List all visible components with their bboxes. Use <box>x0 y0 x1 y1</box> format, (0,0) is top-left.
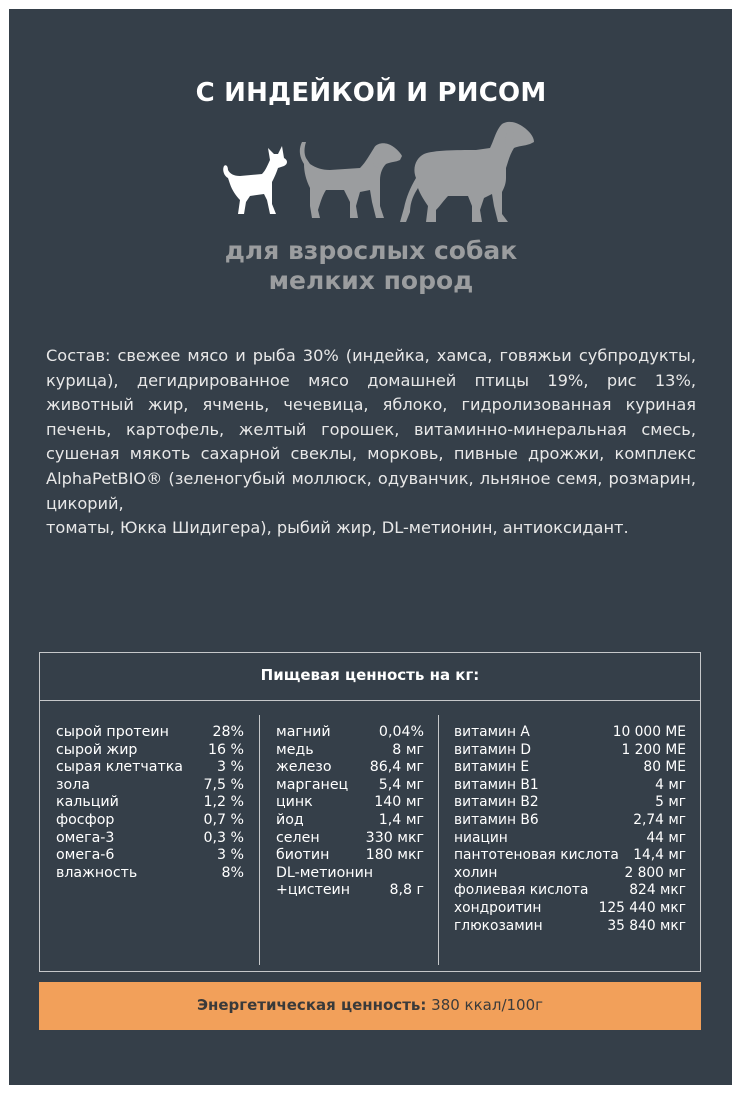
nutrient-name: магний <box>276 724 331 740</box>
table-row <box>454 865 686 883</box>
nutrient-name: витамин В6 <box>454 811 539 828</box>
table-row <box>276 794 424 812</box>
nutrient-value: 86,4 мг <box>369 759 424 776</box>
table-row <box>276 865 424 883</box>
nutrient-name: глюкозамин <box>454 917 543 934</box>
table-row <box>56 847 244 865</box>
nutrient-name: медь <box>276 741 314 758</box>
nutrient-name: влажность <box>56 864 138 881</box>
table-row <box>56 830 244 848</box>
table-row <box>276 742 424 760</box>
nutrition-table <box>39 652 701 972</box>
nutrient-value: 35 840 мкг <box>607 917 686 934</box>
column-divider <box>438 715 439 965</box>
nutrient-value: 44 мг <box>646 829 686 846</box>
nutrient-name: селен <box>276 829 320 846</box>
nutrient-name: DL-метионин <box>276 864 374 881</box>
nutrient-value: 28% <box>212 724 244 740</box>
nutrient-name: сырой жир <box>56 741 138 758</box>
table-row <box>454 724 686 742</box>
nutrient-value: 10 000 МЕ <box>612 724 686 740</box>
product-subtitle <box>0 236 742 296</box>
nutrient-value: 0,3 % <box>203 829 244 846</box>
table-row <box>276 759 424 777</box>
dog-size-illustration <box>210 118 540 230</box>
nutrition-header <box>40 653 700 701</box>
nutrient-name: фосфор <box>56 811 115 828</box>
table-row <box>454 882 686 900</box>
table-row <box>454 794 686 812</box>
nutrient-value: 125 440 мкг <box>598 899 686 916</box>
table-row <box>454 900 686 918</box>
table-row <box>276 882 424 900</box>
table-row <box>454 812 686 830</box>
nutrient-value: 824 мкг <box>629 882 686 899</box>
table-row <box>56 794 244 812</box>
nutrient-value: 2 800 мг <box>624 864 686 881</box>
nutrient-value: 3 % <box>216 759 244 776</box>
nutrition-column-minerals <box>276 724 424 900</box>
nutrient-value: 5 мг <box>655 794 686 811</box>
nutrition-column-macros <box>56 724 244 882</box>
nutrient-value: 8 мг <box>392 741 424 758</box>
nutrient-value: 2,74 мг <box>633 811 686 828</box>
nutrient-value: 330 мкг <box>365 829 424 846</box>
nutrient-value: 8,8 г <box>389 882 424 899</box>
table-row <box>276 830 424 848</box>
nutrient-value: 1,2 % <box>203 794 244 811</box>
column-divider <box>259 715 260 965</box>
table-row <box>56 759 244 777</box>
nutrient-name: марганец <box>276 776 349 793</box>
nutrient-name: сырая клетчатка <box>56 759 183 776</box>
nutrient-value: 14,4 мг <box>633 847 686 864</box>
table-row <box>454 759 686 777</box>
nutrient-name: ниацин <box>454 829 508 846</box>
composition-text <box>46 344 696 541</box>
subtitle-line-1: для взрослых собак <box>224 236 518 265</box>
nutrient-name: хондроитин <box>454 899 542 916</box>
nutrient-name: холин <box>454 864 498 881</box>
nutrient-name: фолиевая кислота <box>454 882 589 899</box>
nutrient-value: 5,4 мг <box>378 776 424 793</box>
energy-text <box>39 996 701 1014</box>
nutrient-name: омега-3 <box>56 829 115 846</box>
nutrient-name: йод <box>276 811 304 828</box>
nutrient-name: витамин В1 <box>454 776 539 793</box>
table-row <box>56 742 244 760</box>
nutrient-value: 8% <box>221 864 244 881</box>
energy-value-bar <box>39 982 701 1030</box>
nutrient-value: 4 мг <box>655 776 686 793</box>
energy-label: Энергетическая ценность: <box>196 996 427 1014</box>
medium-dog-icon <box>300 142 402 218</box>
nutrient-value: 1,4 мг <box>378 811 424 828</box>
table-row <box>56 865 244 883</box>
table-row <box>56 724 244 742</box>
nutrient-value: 0,04% <box>378 724 424 740</box>
table-row <box>276 777 424 795</box>
nutrition-title: Пищевая ценность на кг: <box>260 666 480 684</box>
table-row <box>276 847 424 865</box>
nutrient-name: пантотеновая кислота <box>454 847 619 864</box>
table-row <box>454 830 686 848</box>
nutrient-value: 7,5 % <box>203 776 244 793</box>
energy-value: 380 ккал/100г <box>426 996 544 1014</box>
table-row <box>276 812 424 830</box>
nutrient-name: витамин Е <box>454 759 530 776</box>
nutrient-value: 1 200 МЕ <box>621 741 686 758</box>
nutrient-value: 16 % <box>207 741 244 758</box>
table-row <box>454 918 686 936</box>
nutrient-value: 80 МЕ <box>643 759 686 776</box>
nutrient-name: железо <box>276 759 332 776</box>
large-dog-icon <box>400 122 534 222</box>
table-row <box>56 812 244 830</box>
small-dog-icon <box>223 146 287 214</box>
nutrient-name: витамин А <box>454 724 530 740</box>
nutrient-name: витамин В2 <box>454 794 539 811</box>
table-row <box>56 777 244 795</box>
nutrient-name: омега-6 <box>56 847 115 864</box>
nutrient-value: 140 мг <box>374 794 424 811</box>
nutrient-value: 3 % <box>216 847 244 864</box>
nutrition-column-vitamins <box>454 724 686 935</box>
table-row <box>276 724 424 742</box>
table-row <box>454 777 686 795</box>
nutrient-name: цинк <box>276 794 313 811</box>
product-title: С ИНДЕЙКОЙ И РИСОМ <box>195 78 547 108</box>
table-row <box>454 742 686 760</box>
nutrient-value: 180 мкг <box>365 847 424 864</box>
nutrient-name: зола <box>56 776 90 793</box>
composition-last-line: томаты, Юкка Шидигера), рыбий жир, DL-метионин, антиоксидант. <box>46 518 629 538</box>
nutrient-name: сырой протеин <box>56 724 169 740</box>
nutrient-value: 0,7 % <box>203 811 244 828</box>
nutrient-name: биотин <box>276 847 330 864</box>
nutrient-name: +цистеин <box>276 882 351 899</box>
composition-main: Состав: свежее мясо и рыба 30% (индейка, хамса, говяжьи субпродукты, курица), дегидрированное мясо домашней птицы 19%, рис 13%, животный жир, ячмень, чечевица, яблоко, гидролизованная куриная печень, картофель, желтый горошек, витаминно-минеральная смесь, сушеная мякоть сахарной свеклы, морковь, пивные дрожжи, комплекс AlphaPetBIO® (зеленогубый моллюск, одуванчик, льняное семя, розмарин, цикорий, <box>46 346 696 513</box>
nutrient-name: кальций <box>56 794 119 811</box>
nutrient-name: витамин D <box>454 741 531 758</box>
table-row <box>454 847 686 865</box>
subtitle-line-2: мелких пород <box>268 266 474 295</box>
